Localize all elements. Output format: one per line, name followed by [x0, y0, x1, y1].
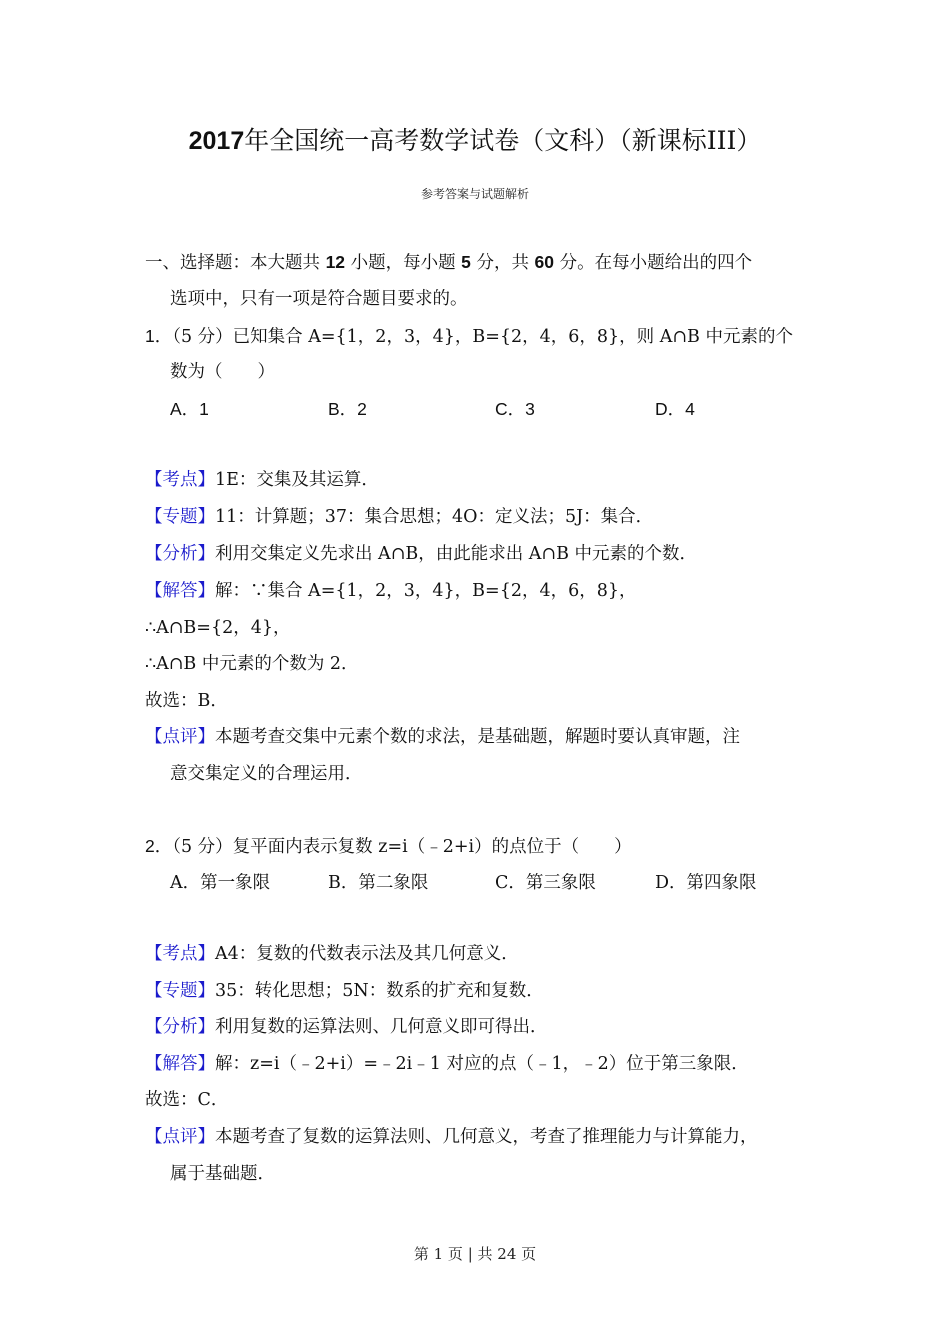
- answer-choice: 故选：C．: [145, 1090, 229, 1110]
- fenxi-label: 【分析】: [145, 544, 215, 564]
- page-subtitle: 参考答案与试题解析: [420, 187, 529, 201]
- question-text: （5 分）复平面内表示复数 z=i（﹣2+i）的点位于（ ）: [172, 837, 632, 857]
- points-total: 60: [534, 252, 555, 272]
- option-b: B．第二象限: [328, 873, 429, 893]
- option-d: D．4: [655, 399, 695, 419]
- jieda-text: 解：∵集合 A={1，2，3，4}，B={2，4，6，8}，: [215, 581, 637, 601]
- jieda-row: [145, 1050, 749, 1078]
- fenxi-row: [145, 1013, 548, 1041]
- dianping-label: 【点评】: [145, 727, 215, 747]
- dianping-line2: 属于基础题．: [170, 1164, 275, 1184]
- question-count: 12: [325, 252, 346, 272]
- text: 分，共: [470, 253, 535, 273]
- question-number: 1．: [145, 326, 173, 346]
- option-d: D．第四象限: [655, 873, 757, 893]
- option-c: C．3: [495, 399, 535, 419]
- zhuanti-label: 【专题】: [145, 981, 215, 1001]
- kaodian-label: 【考点】: [145, 944, 215, 964]
- title-text: 年全国统一高考数学试卷（文科）（新课标III）: [244, 126, 762, 155]
- zhuanti-row: [145, 977, 544, 1005]
- fenxi-text: 利用交集定义先求出 A∩B，由此能求出 A∩B 中元素的个数．: [215, 544, 698, 564]
- option-b: B．2: [328, 399, 367, 419]
- dianping-text: 本题考查了复数的运算法则、几何意义，考查了推理能力与计算能力，: [215, 1127, 758, 1147]
- zhuanti-label: 【专题】: [145, 507, 215, 527]
- dianping-label: 【点评】: [145, 1127, 215, 1147]
- kaodian-text: 1E：交集及其运算．: [215, 470, 379, 490]
- points-each: 5: [461, 252, 471, 272]
- section-header-line1: [145, 248, 752, 277]
- dianping-line2: 意交集定义的合理运用．: [170, 764, 363, 784]
- dianping-text: 本题考查交集中元素个数的求法，是基础题，解题时要认真审题，注: [215, 727, 740, 747]
- question-2-stem: [145, 832, 632, 861]
- question-text: （5 分）已知集合 A={1，2，3，4}，B={2，4，6，8}，则 A∩B 中元素的个: [172, 327, 793, 347]
- jieda-label: 【解答】: [145, 1054, 215, 1074]
- fenxi-text: 利用复数的运算法则、几何意义即可得出．: [215, 1017, 548, 1037]
- kaodian-row: [145, 940, 519, 968]
- answer-choice: 故选：B．: [145, 691, 228, 711]
- option-a: A．1: [170, 399, 209, 419]
- text: 一、选择题：本大题共: [145, 253, 326, 273]
- jieda-line: ∴A∩B={2，4}，: [145, 618, 291, 638]
- text: 分。在每小题给出的四个: [554, 253, 753, 273]
- fenxi-label: 【分析】: [145, 1017, 215, 1037]
- section-header-line2: 选项中，只有一项是符合题目要求的。: [170, 289, 468, 309]
- zhuanti-row: [145, 503, 653, 531]
- zhuanti-text: 11：计算题；37：集合思想；4O：定义法；5J：集合．: [215, 507, 654, 527]
- jieda-label: 【解答】: [145, 581, 215, 601]
- option-c: C．第三象限: [495, 873, 596, 893]
- kaodian-label: 【考点】: [145, 470, 215, 490]
- question-number: 2．: [145, 836, 173, 856]
- jieda-row: [145, 577, 637, 605]
- zhuanti-text: 35：转化思想；5N：数系的扩充和复数．: [215, 981, 544, 1001]
- question-1-stem: [145, 322, 793, 351]
- jieda-text: 解：z=i（﹣2+i）=﹣2i﹣1 对应的点（﹣1，﹣2）位于第三象限．: [215, 1054, 749, 1074]
- page-title: [0, 122, 950, 160]
- kaodian-row: [145, 466, 379, 494]
- dianping-row: [145, 723, 740, 751]
- page-footer: 第 1 页 | 共 24 页: [413, 1245, 537, 1263]
- dianping-row: [145, 1123, 758, 1151]
- kaodian-text: A4：复数的代数表示法及其几何意义．: [215, 944, 519, 964]
- text: 小题，每小题: [345, 253, 462, 273]
- question-1-stem-line2: 数为（ ）: [170, 362, 275, 382]
- fenxi-row: [145, 540, 697, 568]
- option-a: A．第一象限: [170, 873, 271, 893]
- jieda-line: ∴A∩B 中元素的个数为 2．: [145, 654, 359, 674]
- title-year: 2017: [188, 127, 245, 155]
